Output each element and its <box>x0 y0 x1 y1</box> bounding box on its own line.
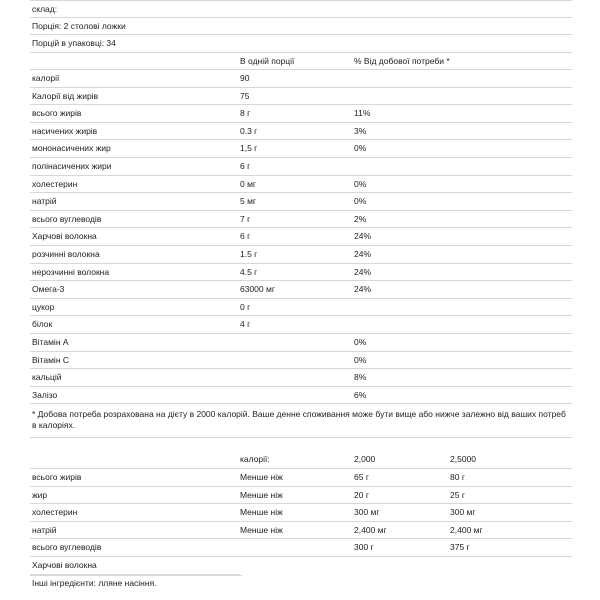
table-row <box>30 504 572 522</box>
table-row <box>30 316 572 334</box>
table-cell: 25 г <box>450 489 465 500</box>
column-header: В одній порції <box>240 55 295 66</box>
table-cell: всього жирів <box>32 471 82 482</box>
table-cell: Менше ніж <box>240 507 283 518</box>
table-cell: кальцій <box>32 372 62 383</box>
table-cell: натрій <box>32 196 57 207</box>
table-cell: 375 г <box>450 542 470 553</box>
table-cell: всього жирів <box>32 108 82 119</box>
table-cell: цукор <box>32 301 55 312</box>
table-cell: 0% <box>354 178 367 189</box>
nutrient-rows <box>30 70 572 404</box>
table-cell: 2,5000 <box>450 454 476 465</box>
table-cell: 24% <box>354 266 372 277</box>
table-row <box>30 539 572 557</box>
table-cell: Омега-3 <box>32 284 65 295</box>
table-cell: 2,000 <box>354 454 376 465</box>
table-row <box>30 193 572 211</box>
table-row <box>30 228 572 246</box>
table-cell: 7 г <box>240 213 251 224</box>
table-cell: 1,5 г <box>240 143 258 154</box>
serving-size: Порція: 2 столові ложки <box>30 18 572 36</box>
table-row <box>30 281 572 299</box>
table-row <box>30 123 572 141</box>
table-cell: Харчові волокна <box>32 559 97 570</box>
table-cell: білок <box>32 319 53 330</box>
table-cell: 0% <box>354 337 367 347</box>
table-cell: холестерин <box>32 507 78 518</box>
table-cell: 20 г <box>354 489 369 500</box>
table-cell: 300 мг <box>354 507 380 518</box>
table-cell: 3% <box>354 125 367 136</box>
table-cell: 1.5 г <box>240 249 258 260</box>
table-cell: 80 г <box>450 471 465 482</box>
table-cell: 4.5 г <box>240 266 258 277</box>
table-row <box>30 469 572 487</box>
table-row <box>30 70 572 88</box>
table-cell: 6 г <box>240 161 251 172</box>
table-row <box>30 211 572 229</box>
table-cell: полінасичених жири <box>32 161 112 172</box>
table-cell: 6 г <box>240 231 251 242</box>
table-row <box>30 105 572 123</box>
other-ingredients: Інші інгредієнти: лляне насіння. <box>30 575 242 590</box>
composition-label: склад: <box>30 0 572 18</box>
column-header: % Від добової потреби * <box>354 55 450 66</box>
table-cell: 24% <box>354 249 372 260</box>
table-cell: насичених жирів <box>32 125 98 136</box>
table-cell: 24% <box>354 231 372 242</box>
table-cell: 65 г <box>354 471 369 482</box>
table-row <box>30 176 572 194</box>
servings-per-pack: Порцій в упаковці: 34 <box>30 35 572 53</box>
table-cell: 0 мг <box>240 178 257 189</box>
table-cell: 300 мг <box>450 507 476 518</box>
table-cell: Менше ніж <box>240 524 283 535</box>
table-cell: натрій <box>32 524 57 535</box>
table-cell: Вітамін С <box>32 354 70 365</box>
table-cell: 0% <box>354 354 367 365</box>
table-cell: 4 г <box>240 319 251 330</box>
table-cell: 2,400 мг <box>354 524 387 535</box>
table-row <box>30 264 572 282</box>
table-cell: 5 мг <box>240 196 257 207</box>
table-cell: всього вуглеводів <box>32 542 102 553</box>
table-cell: нерозчинні волокна <box>32 266 110 277</box>
table-cell: Менше ніж <box>240 471 283 482</box>
table-cell: 24% <box>354 284 372 295</box>
table-row <box>30 299 572 317</box>
table-cell: мононасичених жир <box>32 143 111 154</box>
table-cell: Калорії від жирів <box>32 90 99 101</box>
table-cell: 0% <box>354 196 367 207</box>
table-cell: 2% <box>354 213 367 224</box>
table-cell: 75 <box>240 90 250 101</box>
table-cell: Вітамін А <box>32 337 69 347</box>
table-cell: холестерин <box>32 178 78 189</box>
table-cell: калорії <box>32 73 60 84</box>
table-cell: 90 <box>240 73 250 84</box>
table-row <box>30 451 572 469</box>
table-cell: 0% <box>354 143 367 154</box>
table-cell: жир <box>32 489 48 500</box>
table-cell: 8% <box>354 372 367 383</box>
table-row <box>30 140 572 158</box>
table-cell: Менше ніж <box>240 489 283 500</box>
table-row <box>30 369 572 387</box>
table-row <box>30 557 572 575</box>
nutrition-facts <box>30 0 572 590</box>
table-row <box>30 522 572 540</box>
table-row <box>30 334 572 352</box>
table-header <box>30 53 572 71</box>
table-cell: 11% <box>354 108 371 119</box>
footnote: * Добова потреба розрахована на дієту в 2000 калорій. Ваше денне споживання може бути вище або нижче залежно від ваших потреб в калоріях. <box>30 404 572 438</box>
table-row <box>30 352 572 370</box>
table-cell: калорії: <box>240 454 270 465</box>
table-row <box>30 88 572 106</box>
table-cell: 8 г <box>240 108 251 119</box>
table-cell: 0.3 г <box>240 125 258 136</box>
daily-values-table <box>30 451 572 574</box>
table-cell: Залізо <box>32 389 58 400</box>
table-row <box>30 246 572 264</box>
table-row <box>30 487 572 505</box>
table-cell: 300 г <box>354 542 374 553</box>
table-row <box>30 158 572 176</box>
row-divider <box>30 574 240 575</box>
table-cell: всього вуглеводів <box>32 213 102 224</box>
table-cell: 2,400 мг <box>450 524 483 535</box>
table-cell: Харчові волокна <box>32 231 97 242</box>
table-row <box>30 387 572 405</box>
table-cell: розчинні волокна <box>32 249 100 260</box>
table-cell: 63000 мг <box>240 284 275 295</box>
table-cell: 0 г <box>240 301 251 312</box>
table-cell: 6% <box>354 389 367 400</box>
